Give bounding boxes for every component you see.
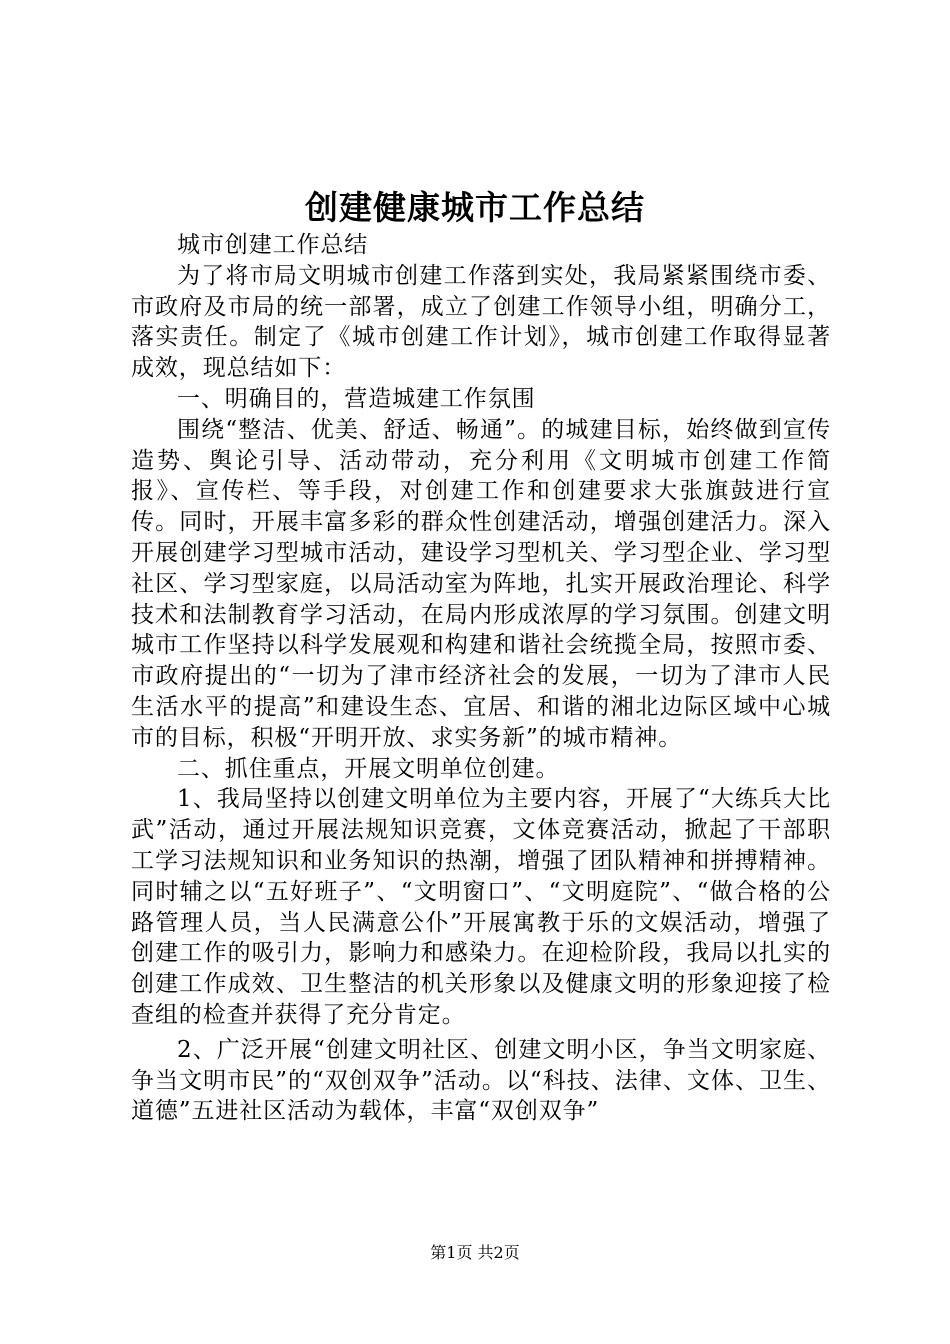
section-heading-2: 二、抓住重点，开展文明单位创建。 bbox=[177, 755, 560, 782]
paragraph-section-1: 围绕“整洁、优美、舒适、畅通”。的城建目标，始终做到宣传造势、舆论引导、活动带动，充分利用《文明城市创建工作简报》、宣传栏、等手段，对创建工作和创建要求大张旗鼓进行宣传。同时，开展丰富多彩的群众性创建活动，增强创建活力。深入开展创建学习型城市活动，建设学习型机关、学习型企业、学习型社区、学习型家庭，以局活动室为阵地，扎实开展政治理论、科学技术和法制教育学习活动，在局内形成浓厚的学习氛围。创建文明城市工作坚持以科学发展观和构建和谐社会统揽全局，按照市委、市政府提出的“一切为了津市经济社会的发展，一切为了津市人民生活水平的提高”和建设生态、宜居、和谐的湘北边际区域中心城市的目标，积极“开明开放、求实务新”的城市精神。 bbox=[131, 416, 831, 751]
page-number-footer: 第1页 共2页 bbox=[430, 1243, 520, 1262]
paragraph-intro: 为了将市局文明城市创建工作落到实处，我局紧紧围绕市委、市政府及市局的统一部署，成立了创建工作领导小组，明确分工，落实责任。制定了《城市创建工作计划》，城市创建工作取得显著成效，现总结如下： bbox=[131, 262, 831, 382]
section-heading-1: 一、明确目的，营造城建工作氛围 bbox=[177, 385, 536, 412]
document-body bbox=[131, 230, 831, 1127]
paragraph-item-1: 1、我局坚持以创建文明单位为主要内容，开展了“大练兵大比武”活动，通过开展法规知识竞赛，文体竞赛活动，掀起了干部职工学习法规知识和业务知识的热潮，增强了团队精神和拼搏精神。同时辅之以“五好班子”、“文明窗口”、“文明庭院”、“做合格的公路管理人员，当人民满意公仆”开展寓教于乐的文娱活动，增强了创建工作的吸引力，影响力和感染力。在迎检阶段，我局以扎实的创建工作成效、卫生整洁的机关形象以及健康文明的形象迎接了检查组的检查并获得了充分肯定。 bbox=[131, 786, 831, 1028]
paragraph-item-2: 2、广泛开展“创建文明社区、创建文明小区，争当文明家庭、争当文明市民”的“双创双争”活动。以“科技、法律、文体、卫生、道德”五进社区活动为载体，丰富“双创双争” bbox=[131, 1036, 831, 1125]
document-title: 创建健康城市工作总结 bbox=[305, 188, 645, 227]
paragraph-subtitle: 城市创建工作总结 bbox=[177, 232, 369, 258]
